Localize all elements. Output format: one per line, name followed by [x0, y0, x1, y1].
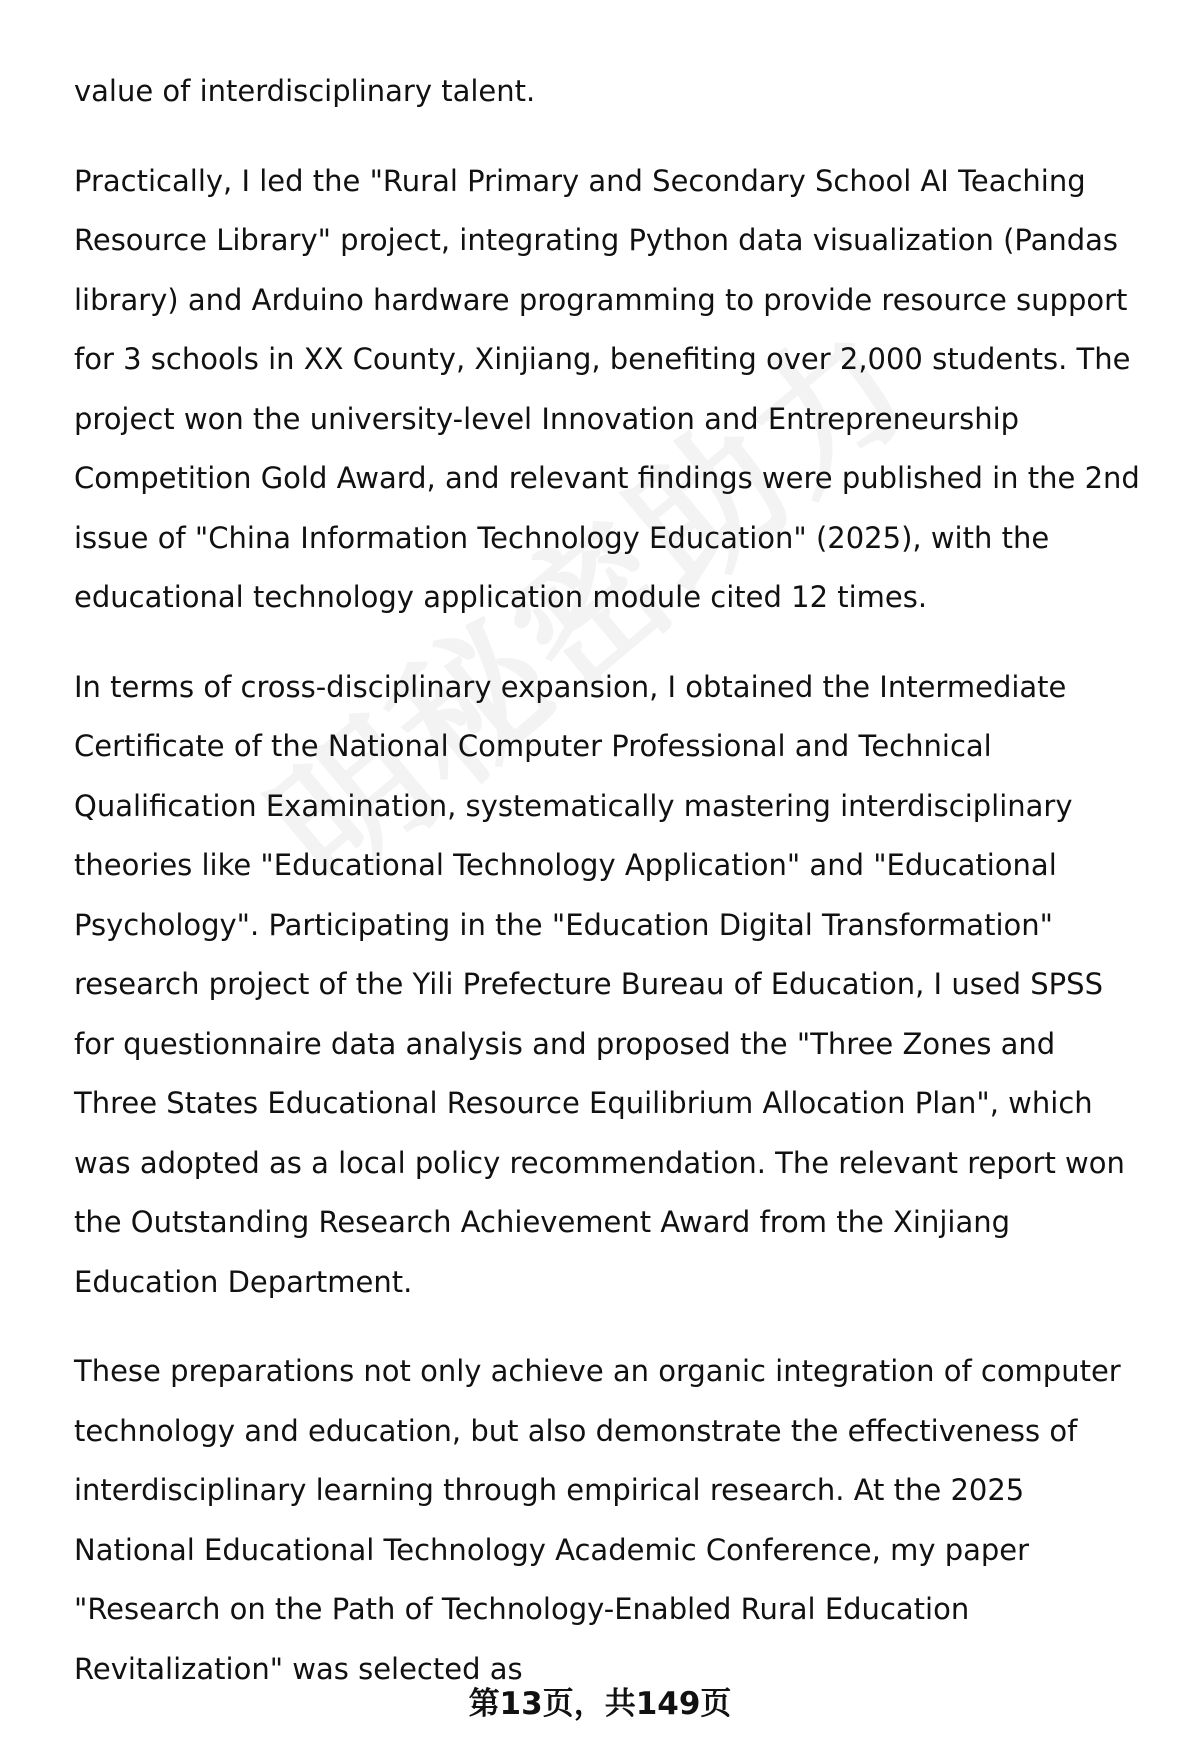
paragraph-4: These preparations not only achieve an organic integration of computer technology and education, but also demonstrate the effectiveness of interdisciplinary learning through empirical research. At the 2025 National Educational Technology Academic Conference, my paper "Research on the Path of Technology-Enabled Rural Education Revitalization" was selected as	[74, 1354, 1121, 1686]
paragraph-1: value of interdisciplinary talent.	[74, 74, 536, 108]
paragraph-2: Practically, I led the "Rural Primary and Secondary School AI Teaching Resource Library" project, integrating Python data visualization (Pandas library) and Arduino hardware programming to provide resource support for 3 schools in XX County, Xinjiang, benefiting over 2,000 students. The project won the university-level Innovation and Entrepreneurship Competition Gold Award, and relevant findings were published in the 2nd issue of "China Information Technology Education" (2025), with the educational technology application module cited 12 times.	[74, 163, 1140, 614]
paragraph-3: In terms of cross-disciplinary expansion, I obtained the Intermediate Certificate of the National Computer Professional and Technical Qualification Examination, systematically mastering interdisciplinary theories like "Educational Technology Application" and "Educational Psychology". Participating in the "Education Digital Transformation" research project of the Yili Prefecture Bureau of Education, I used SPSS for questionnaire data analysis and proposed the "Three Zones and Three States Educational Resource Equilibrium Allocation Plan", which was adopted as a local policy recommendation. The relevant report won the Outstanding Research Achievement Award from the Xinjiang Education Department.	[74, 669, 1125, 1299]
page-number-footer: 第13页，共149页	[468, 1686, 732, 1722]
document-body	[74, 62, 1140, 1729]
